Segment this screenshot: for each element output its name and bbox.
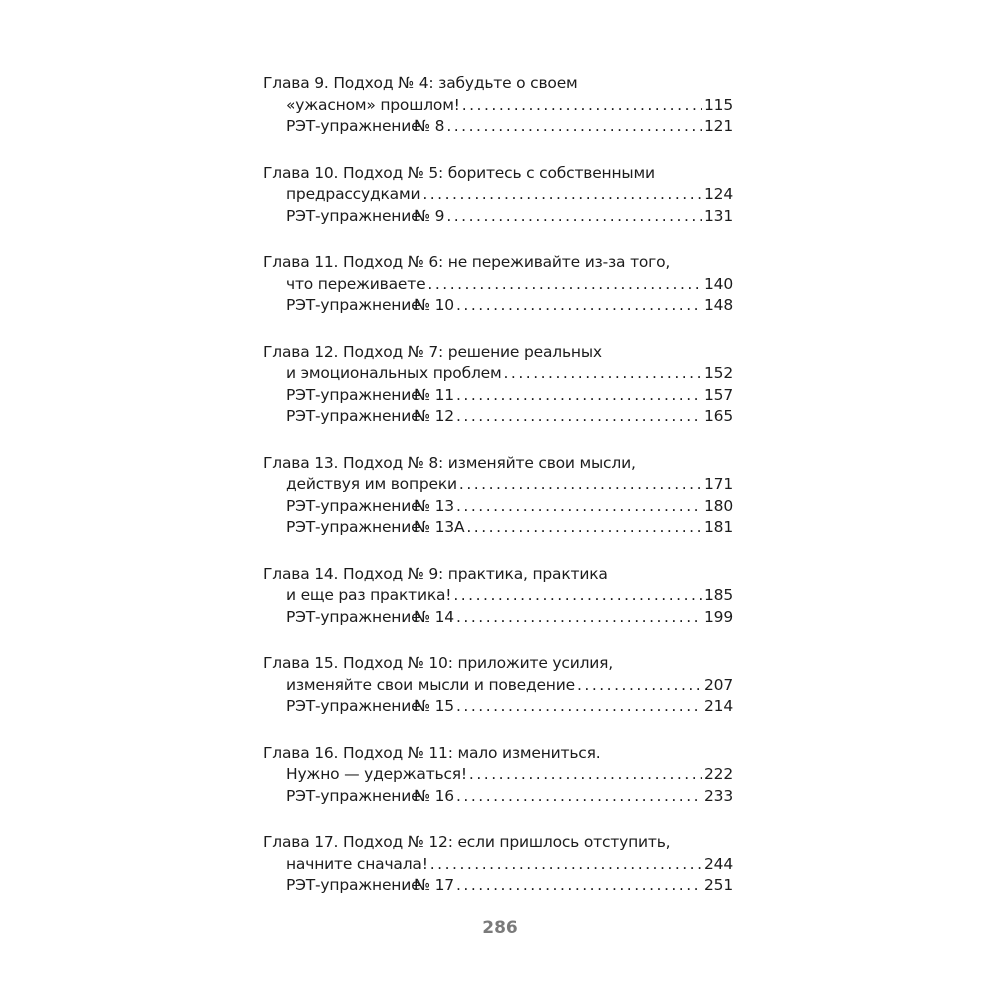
exercise-text	[286, 696, 454, 718]
chapter-title: Глава 16. Подход № 11: мало измениться.	[263, 743, 601, 762]
exercise-label: РЭТ-упражнение	[286, 385, 421, 404]
dot-leader	[462, 95, 702, 117]
dot-leader	[446, 116, 702, 138]
exercise-page: 199	[704, 607, 733, 626]
exercise-entry	[263, 206, 733, 228]
chapter-page: 171	[704, 475, 733, 493]
chapter-title-continuation: действуя им вопреки	[286, 475, 457, 493]
exercise-page: 214	[704, 697, 733, 715]
dot-leader	[456, 875, 702, 897]
chapter-page: 115	[704, 95, 733, 114]
exercise-page: 233	[704, 786, 733, 805]
exercise-number: № 17	[414, 876, 454, 894]
exercise-entry	[263, 607, 733, 629]
exercise-number: № 10	[414, 296, 454, 314]
exercise-page: 165	[704, 407, 733, 425]
toc-chapter	[263, 252, 733, 317]
exercise-number: № 15	[414, 697, 454, 715]
chapter-title-continuation: начните сначала!	[286, 854, 428, 873]
chapter-entry	[263, 585, 733, 607]
exercise-label: РЭТ-упражнение	[286, 697, 421, 715]
chapter-entry	[263, 184, 733, 206]
chapter-page: 185	[704, 586, 733, 604]
exercise-entry	[263, 786, 733, 808]
exercise-entry	[263, 696, 733, 718]
chapter-entry	[263, 854, 733, 876]
exercise-text	[286, 517, 464, 539]
chapter-title-continuation: предрассудками	[286, 185, 421, 203]
dot-leader	[456, 607, 702, 629]
chapter-title: Глава 15. Подход № 10: приложите усилия,	[263, 654, 614, 672]
exercise-page: 148	[704, 296, 733, 314]
exercise-entry	[263, 116, 733, 138]
dot-leader	[446, 206, 702, 228]
exercise-text	[286, 116, 444, 138]
exercise-text	[286, 295, 454, 317]
chapter-title: Глава 14. Подход № 9: практика, практика	[263, 564, 608, 583]
toc-chapter	[263, 342, 733, 428]
dot-leader	[427, 274, 702, 296]
chapter-title-continuation: Нужно — удержаться!	[286, 765, 467, 783]
dot-leader	[456, 385, 702, 407]
exercise-number: № 11	[414, 385, 454, 404]
exercise-number: № 9	[414, 206, 445, 225]
exercise-number: № 8	[414, 117, 445, 135]
exercise-text	[286, 385, 454, 407]
chapter-entry	[263, 274, 733, 296]
toc-chapter	[263, 653, 733, 718]
chapter-title: Глава 12. Подход № 7: решение реальных	[263, 342, 602, 361]
exercise-label: РЭТ-упражнение	[286, 206, 421, 225]
chapter-title: Глава 11. Подход № 6: не переживайте из-за того,	[263, 253, 671, 271]
exercise-number: № 16	[414, 786, 454, 805]
exercise-label: РЭТ-упражнение	[286, 496, 421, 515]
exercise-label: РЭТ-упражнение	[286, 518, 421, 536]
dot-leader	[577, 675, 702, 697]
chapter-title-continuation: «ужасном» прошлом!	[286, 95, 460, 114]
dot-leader	[466, 517, 702, 539]
exercise-text	[286, 875, 454, 897]
exercise-entry	[263, 496, 733, 518]
chapter-title-continuation: и эмоциональных проблем	[286, 364, 502, 382]
toc-chapter	[263, 743, 733, 808]
dot-leader	[469, 764, 702, 786]
exercise-label: РЭТ-упражнение	[286, 876, 421, 894]
exercise-text	[286, 607, 454, 629]
exercise-entry	[263, 295, 733, 317]
dot-leader	[456, 496, 702, 518]
exercise-text	[286, 406, 454, 428]
exercise-page: 157	[704, 385, 733, 404]
exercise-entry	[263, 385, 733, 407]
exercise-text	[286, 786, 454, 808]
chapter-page: 207	[704, 675, 733, 694]
chapter-page: 124	[704, 185, 733, 203]
exercise-label: РЭТ-упражнение	[286, 786, 421, 805]
chapter-title: Глава 17. Подход № 12: если пришлось отступить,	[263, 833, 671, 851]
chapter-entry	[263, 363, 733, 385]
chapter-page: 222	[704, 765, 733, 783]
chapter-title-continuation: что переживаете	[286, 274, 426, 293]
exercise-page: 131	[704, 206, 733, 225]
chapter-title-continuation: изменяйте свои мысли и поведение	[286, 675, 575, 694]
chapter-title: Глава 9. Подход № 4: забудьте о своем	[263, 74, 578, 92]
exercise-number: № 13	[414, 496, 454, 515]
toc-chapter	[263, 73, 733, 138]
toc-chapter	[263, 832, 733, 897]
dot-leader	[459, 474, 702, 496]
exercise-label: РЭТ-упражнение	[286, 296, 421, 314]
exercise-number: № 12	[414, 407, 454, 425]
exercise-page: 181	[704, 518, 733, 536]
chapter-entry	[263, 764, 733, 786]
chapter-title-continuation: и еще раз практика!	[286, 586, 452, 604]
dot-leader	[456, 295, 702, 317]
exercise-number: № 13А	[414, 518, 465, 536]
chapter-entry	[263, 474, 733, 496]
chapter-entry	[263, 95, 733, 117]
dot-leader	[456, 406, 702, 428]
table-of-contents	[263, 73, 733, 922]
exercise-label: РЭТ-упражнение	[286, 117, 421, 135]
chapter-page: 152	[704, 364, 733, 382]
dot-leader	[456, 696, 702, 718]
exercise-page: 251	[704, 876, 733, 894]
exercise-text	[286, 496, 454, 518]
dot-leader	[453, 585, 702, 607]
exercise-label: РЭТ-упражнение	[286, 607, 421, 626]
exercise-page: 180	[704, 496, 733, 515]
exercise-page: 121	[704, 117, 733, 135]
dot-leader	[504, 363, 703, 385]
chapter-title: Глава 13. Подход № 8: изменяйте свои мысли,	[263, 453, 636, 472]
dot-leader	[430, 854, 702, 876]
exercise-text	[286, 206, 444, 228]
page-number: 286	[482, 918, 518, 938]
exercise-number: № 14	[414, 607, 454, 626]
toc-chapter	[263, 564, 733, 629]
exercise-entry	[263, 517, 733, 539]
dot-leader	[422, 184, 702, 206]
chapter-page: 244	[704, 854, 733, 873]
chapter-page: 140	[704, 274, 733, 293]
chapter-title: Глава 10. Подход № 5: боритесь с собственными	[263, 163, 655, 182]
toc-chapter	[263, 453, 733, 539]
toc-chapter	[263, 163, 733, 228]
exercise-label: РЭТ-упражнение	[286, 407, 421, 425]
exercise-entry	[263, 406, 733, 428]
chapter-entry	[263, 675, 733, 697]
dot-leader	[456, 786, 702, 808]
exercise-entry	[263, 875, 733, 897]
